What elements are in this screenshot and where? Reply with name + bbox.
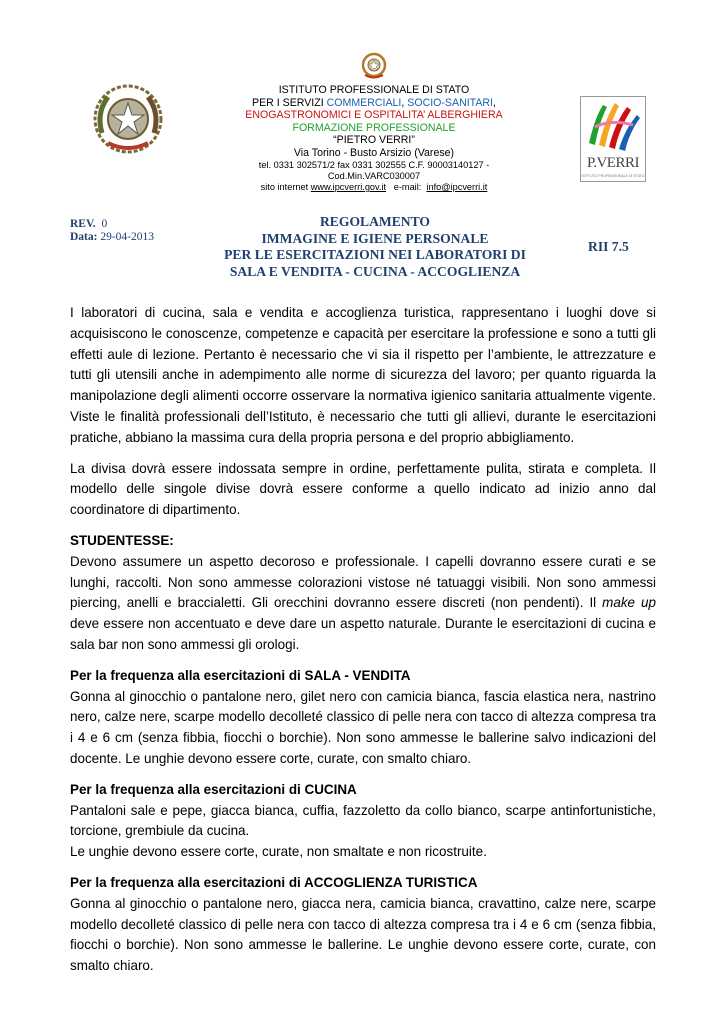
institute-line-3: ENOGASTRONOMICI E OSPITALITA’ ALBERGHIERA bbox=[245, 109, 503, 122]
institute-address: Via Torino - Busto Arsizio (Varese) bbox=[293, 146, 455, 159]
title-line-3: PER LE ESERCITAZIONI NEI LABORATORI DI bbox=[224, 247, 526, 263]
paragraph-intro: I laboratori di cucina, sala e vendita e accoglienza turistica, rappresentano i luoghi dove si acquisiscono le conoscenze, competenze e capacità per esercitare la professione e sono a tutti gli effetti aule di lezione. Pertanto è necessario che vi sia il rispetto per l’ambiente, le attrezzature e tutti gli utensili anche in adempimento alle norme di sicurezza del lavoro; per quanto riguarda la manipolazione degli alimenti occorre osservare la normativa igienico sanitaria attualmente vigente. Viste le finalità professionali dell’Istituto, è necessario che tutti gli allievi, durante le esercitazioni pratiche, abbiano la massima cura della propria persona e del proprio abbigliamento. bbox=[70, 305, 656, 445]
heading-cucina: Per la frequenza alla esercitazioni di CUCINA bbox=[70, 781, 357, 797]
line2-comma: , bbox=[401, 96, 408, 109]
paragraph-cucina-2: Le unghie devono essere corte, curate, non smaltate e non ricostruite. bbox=[70, 844, 487, 860]
email-link[interactable]: info@ipcverri.it bbox=[426, 181, 488, 192]
heading-accoglienza: Per la frequenza alla esercitazioni di ACCOGLIENZA TURISTICA bbox=[70, 874, 478, 890]
document-title bbox=[198, 214, 552, 280]
website-link[interactable]: www.ipcverri.gov.it bbox=[310, 181, 387, 192]
revision-block bbox=[70, 218, 154, 244]
paragraph-uniform: La divisa dovrà essere indossata sempre in ordine, perfettamente pulita, stirata e completa. Il modello delle singole divise dovrà essere conforme a quello indicato ad inizio anno dal coordinatore di dipartimento. bbox=[70, 460, 656, 518]
institute-web bbox=[236, 182, 512, 193]
make-up-text: make up bbox=[602, 595, 656, 611]
date-label: Data: bbox=[70, 231, 98, 243]
pverri-logo bbox=[580, 96, 646, 182]
logo-name: P.VERRI bbox=[587, 155, 639, 171]
title-line-4: SALA E VENDITA - CUCINA - ACCOGLIENZA bbox=[229, 263, 521, 279]
paragraph-sala-vendita: Gonna al ginocchio o pantalone nero, gilet nero con camicia bianca, fascia elastica nera, nastrino nero, calze nere, scarpe modello decolleté classico di pelle nera con tacco di altezza compresa tra i 4 e 6 cm (senza fibbia, fiocchi o borchie). Non sono ammesse le ballerine salvo indicazioni del docente. Le unghie devono essere corte, curate, con smalto chiaro. bbox=[70, 688, 656, 766]
pverri-logo-mark-icon bbox=[581, 97, 645, 155]
paragraph-cucina-1: Pantaloni sale e pepe, giacca bianca, cuffia, fazzoletto da collo bianco, scarpe antinfortunistiche, torcione, grembiule da cucina. bbox=[70, 802, 656, 839]
document-code: RII 7.5 bbox=[588, 239, 629, 254]
date-value: 29-04-2013 bbox=[100, 231, 155, 243]
email-label: e-mail: bbox=[386, 181, 427, 192]
institute-contacts: tel. 0331 302571/2 fax 0331 302555 C.F. 90003140127 - Cod.Min.VARC030007 bbox=[258, 159, 490, 181]
institute-header bbox=[236, 84, 512, 193]
institute-line-2 bbox=[236, 97, 512, 110]
title-line-1: REGOLAMENTO bbox=[319, 214, 431, 229]
line2-prefix: PER I SERVIZI bbox=[252, 96, 327, 109]
title-line-2: IMMAGINE E IGIENE PERSONALE bbox=[261, 230, 489, 246]
logo-subtitle: ISTITUTO PROFESSIONALE DI STATO bbox=[581, 174, 645, 178]
paragraph-accoglienza: Gonna al ginocchio o pantalone nero, giacca nera, camicia bianca, cravattino, calze nere, scarpe modello decolleté classico di pelle nera con tacco di altezza compresa tra i 4 e 6 cm (senza fibbia, fiocchi o borchie). Non sono ammesse le ballerine. Le unghie devono essere corte, curate, con smalto chiaro. bbox=[70, 895, 656, 974]
institute-line-1: ISTITUTO PROFESSIONALE DI STATO bbox=[278, 84, 470, 96]
studentesse-text-a: Devono assumere un aspetto decoroso e professionale. I capelli dovranno essere curati e se lunghi, raccolti. Non sono ammesse colorazioni vistose né tatuaggi visibili. Non sono ammessi piercing, anelli e braccialetti. Gli orecchini dovranno essere discreti (non pendenti). Il bbox=[70, 553, 656, 611]
institute-line-4: FORMAZIONE PROFESSIONALE bbox=[292, 121, 456, 134]
heading-sala-vendita: Per la frequenza alla esercitazioni di SALA - VENDITA bbox=[70, 667, 411, 683]
document-body bbox=[70, 303, 656, 977]
small-emblem-icon bbox=[361, 52, 387, 80]
paragraph-studentesse bbox=[70, 552, 656, 656]
line2-end: , bbox=[493, 96, 496, 109]
heading-studentesse: STUDENTESSE: bbox=[70, 532, 174, 548]
site-label: sito internet bbox=[260, 181, 311, 192]
rev-value: 0 bbox=[101, 218, 108, 230]
rev-label: REV. bbox=[70, 218, 96, 230]
studentesse-text-b: deve essere non accentuato e deve dare un aspetto naturale. Durante le esercitazioni di cucina e sala bar non sono ammessi gli orologi. bbox=[70, 616, 656, 652]
commerciali-text: COMMERCIALI bbox=[326, 96, 402, 109]
italian-republic-emblem-icon bbox=[92, 83, 164, 155]
institute-name: “PIETRO VERRI” bbox=[333, 134, 415, 147]
socio-sanitari-text: SOCIO-SANITARI bbox=[407, 96, 494, 109]
